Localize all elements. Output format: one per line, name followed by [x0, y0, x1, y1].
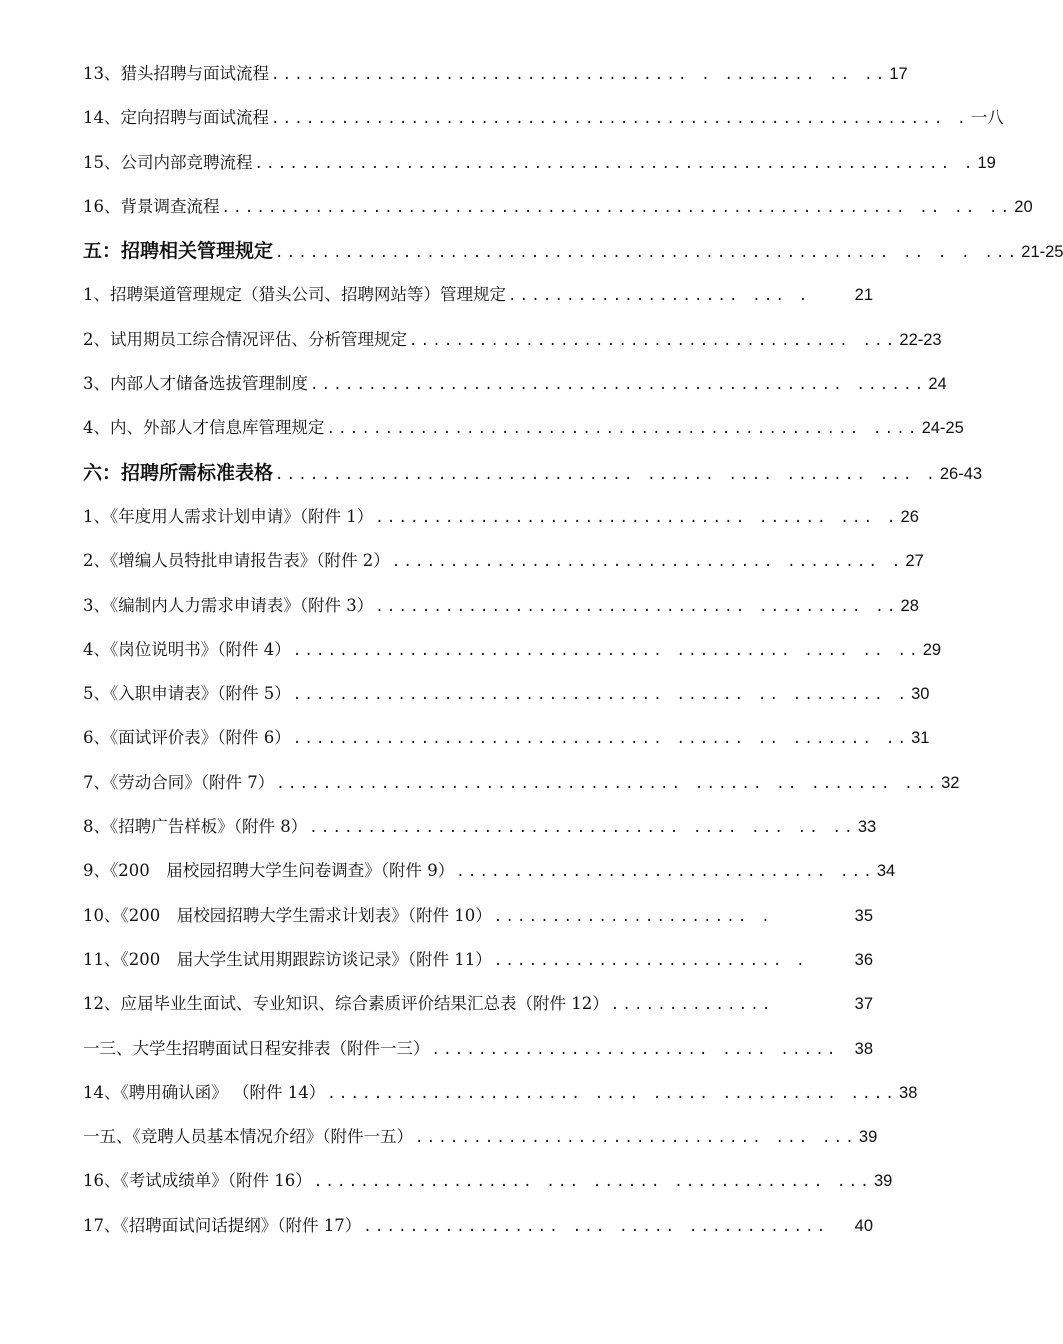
toc-dot-leader: ............................... ...... .... ....... ... . [275, 466, 938, 483]
toc-entry[interactable] [83, 938, 873, 982]
toc-entry-title: 1、招聘渠道管理规定（猎头公司、招聘网站等）管理规定 [83, 285, 506, 305]
toc-entry[interactable] [83, 406, 964, 450]
toc-entry[interactable] [83, 1071, 918, 1115]
toc-entry-title: 7、《劳动合同》（附件 7） [83, 772, 275, 792]
toc-entry-title: 1、《年度用人需求计划申请》（附件 1） [83, 506, 374, 526]
toc-entry-title: 8、《招聘广告样板》（附件 8） [83, 817, 308, 837]
toc-entry[interactable] [83, 584, 919, 628]
toc-page-number: 21 [854, 286, 873, 305]
toc-entry-title: 一三、大学生招聘面试日程安排表（附件一三） [83, 1038, 430, 1058]
toc-entry-title: 14、《聘用确认函》 （附件 14） [83, 1082, 326, 1102]
toc-page-number: 20 [1014, 197, 1033, 216]
toc-dot-leader: .......................................................... . [271, 111, 969, 128]
toc-entry-title: 5、《入职申请表》（附件 5） [83, 684, 291, 704]
toc-dot-leader: ................................ ...... .. ....... .. [292, 731, 910, 748]
toc-entry[interactable] [83, 1027, 873, 1071]
toc-page-number: 28 [900, 596, 919, 615]
toc-page-number: 21-25 [1021, 243, 1063, 262]
toc-dot-leader: ......................... . [493, 952, 808, 969]
toc-section-heading[interactable] [83, 451, 983, 495]
toc-page-number: 38 [899, 1083, 918, 1102]
toc-page-number: 40 [854, 1216, 873, 1235]
toc-dot-leader: .............. [610, 997, 774, 1014]
toc-page-number: 24 [928, 375, 947, 394]
toc-dot-leader: ................................ ...... ... . [375, 509, 899, 526]
toc-page-number: 38 [854, 1039, 873, 1058]
toc-dot-leader: ........................ .... ..... [431, 1041, 839, 1058]
toc-dot-leader: ............................................................ . [254, 155, 976, 172]
toc-entry[interactable] [83, 849, 896, 893]
toc-entry-title: 一五、《竞聘人员基本情况介绍》（附件一五） [83, 1127, 413, 1147]
toc-entry[interactable] [83, 495, 919, 539]
toc-page-number: 32 [941, 773, 960, 792]
toc-page-number: 27 [905, 552, 924, 571]
toc-page-number: 26 [900, 507, 919, 526]
toc-entry[interactable] [83, 1204, 873, 1248]
toc-entry-title: 六：招聘所需标准表格 [83, 461, 274, 484]
toc-page-number: 31 [911, 729, 930, 748]
toc-dot-leader: ................. ... ..... ............ [363, 1218, 829, 1235]
toc-page-number: 30 [911, 685, 930, 704]
toc-dot-leader: ........................................................... .. .. .. [221, 199, 1013, 216]
toc-dot-leader: ...................... . [493, 908, 773, 925]
toc-page-number: 37 [854, 995, 873, 1014]
toc-entry[interactable] [83, 141, 996, 185]
toc-entry[interactable] [83, 273, 873, 317]
toc-page-number: 35 [854, 906, 873, 925]
toc-dot-leader: ................................ ......... .. [375, 598, 899, 615]
toc-section-heading[interactable] [83, 229, 1063, 273]
toc-entry-title: 4、《岗位说明书》（附件 4） [83, 639, 291, 659]
toc-entry[interactable] [83, 982, 873, 1026]
toc-page-number: 24-25 [921, 419, 964, 438]
toc-dot-leader: ................... ... ...... ............. ... [313, 1174, 872, 1191]
toc-dot-leader: .................................... . ........ .. .. [271, 67, 888, 83]
toc-dot-leader: .............................................. .... [326, 421, 920, 438]
toc-entry[interactable] [83, 761, 960, 805]
toc-entry[interactable] [83, 1159, 893, 1203]
toc-entry-title: 11、《200 届大学生试用期跟踪访谈记录》（附件 11） [83, 949, 492, 969]
toc-page-number: 19 [977, 153, 996, 172]
toc-dot-leader: ...................... .... ..... .......... .... [327, 1085, 898, 1102]
toc-page-number: 29 [922, 640, 942, 659]
toc-page-number: 26-43 [939, 464, 983, 483]
toc-page-number: 39 [873, 1172, 893, 1191]
toc-entry[interactable] [83, 185, 1033, 229]
toc-dot-leader: ...................................... ... [409, 332, 898, 349]
toc-dot-leader: ................................ .... ... .. .. [309, 820, 856, 837]
toc-entry[interactable] [83, 672, 930, 716]
toc-entry-title: 15、公司内部竞聘流程 [83, 152, 253, 172]
toc-entry-title: 17、《招聘面试问话提纲》（附件 17） [83, 1215, 362, 1235]
toc-page-number: 一八 [970, 109, 1004, 128]
toc-entry-title: 16、《考试成绩单》（附件 16） [83, 1171, 312, 1191]
toc-entry-title: 3、内部人才储备选拔管理制度 [83, 374, 308, 394]
toc-entry[interactable] [83, 539, 924, 583]
toc-entry-title: 五：招聘相关管理规定 [83, 240, 274, 263]
toc-entry-title: 12、应届毕业生面试、专业知识、综合素质评价结果汇总表（附件 12） [83, 994, 609, 1014]
toc-page-number: 34 [876, 862, 896, 881]
table-of-contents [83, 52, 1063, 1248]
toc-dot-leader: ................................ .......... .... .. .. [292, 642, 921, 659]
toc-entry-title: 2、《增编人员特批申请报告表》（附件 2） [83, 551, 390, 571]
toc-entry-title: 13、猎头招聘与面试流程 [83, 64, 269, 83]
toc-entry-title: 10、《200 届校园招聘大学生需求计划表》（附件 10） [83, 905, 492, 925]
toc-dot-leader: .................... ... . [508, 288, 811, 305]
toc-dot-leader: ................................ ... [456, 864, 875, 881]
toc-entry[interactable] [83, 96, 1004, 140]
toc-entry-title: 14、定向招聘与面试流程 [83, 108, 269, 128]
toc-dot-leader: ................................... ...... .. ....... ... [276, 775, 940, 792]
toc-entry-title: 3、《编制内人力需求申请表》（附件 3） [83, 595, 374, 615]
toc-entry-title: 2、试用期员工综合情况评估、分析管理规定 [83, 329, 407, 349]
toc-dot-leader: ..................................................... .. . . ... [275, 245, 1020, 262]
toc-entry[interactable] [83, 318, 942, 362]
toc-entry-title: 6、《面试评价表》（附件 6） [83, 728, 291, 748]
toc-dot-leader: .............................. ... ... [415, 1130, 857, 1147]
toc-entry[interactable] [83, 628, 942, 672]
toc-page-number: 17 [889, 65, 908, 83]
toc-entry[interactable] [83, 716, 930, 760]
toc-page-number: 22-23 [899, 330, 942, 349]
toc-page-number: 39 [858, 1128, 878, 1147]
toc-entry-title: 9、《200 届校园招聘大学生问卷调查》（附件 9） [83, 861, 455, 881]
toc-entry-title: 16、背景调查流程 [83, 196, 220, 216]
toc-entry[interactable] [83, 805, 877, 849]
toc-page-number: 33 [857, 818, 877, 837]
toc-entry[interactable] [83, 1115, 878, 1159]
toc-dot-leader: ................................ ...... .. ........ . [292, 687, 910, 704]
toc-entry[interactable] [83, 52, 908, 96]
toc-entry-title: 4、内、外部人才信息库管理规定 [83, 418, 325, 438]
toc-dot-leader: ................................. ........ . [391, 554, 904, 571]
toc-entry[interactable] [83, 362, 947, 406]
toc-page-number: 36 [854, 950, 873, 969]
toc-entry[interactable] [83, 894, 873, 938]
toc-dot-leader: .............................................. ...... [310, 377, 927, 394]
